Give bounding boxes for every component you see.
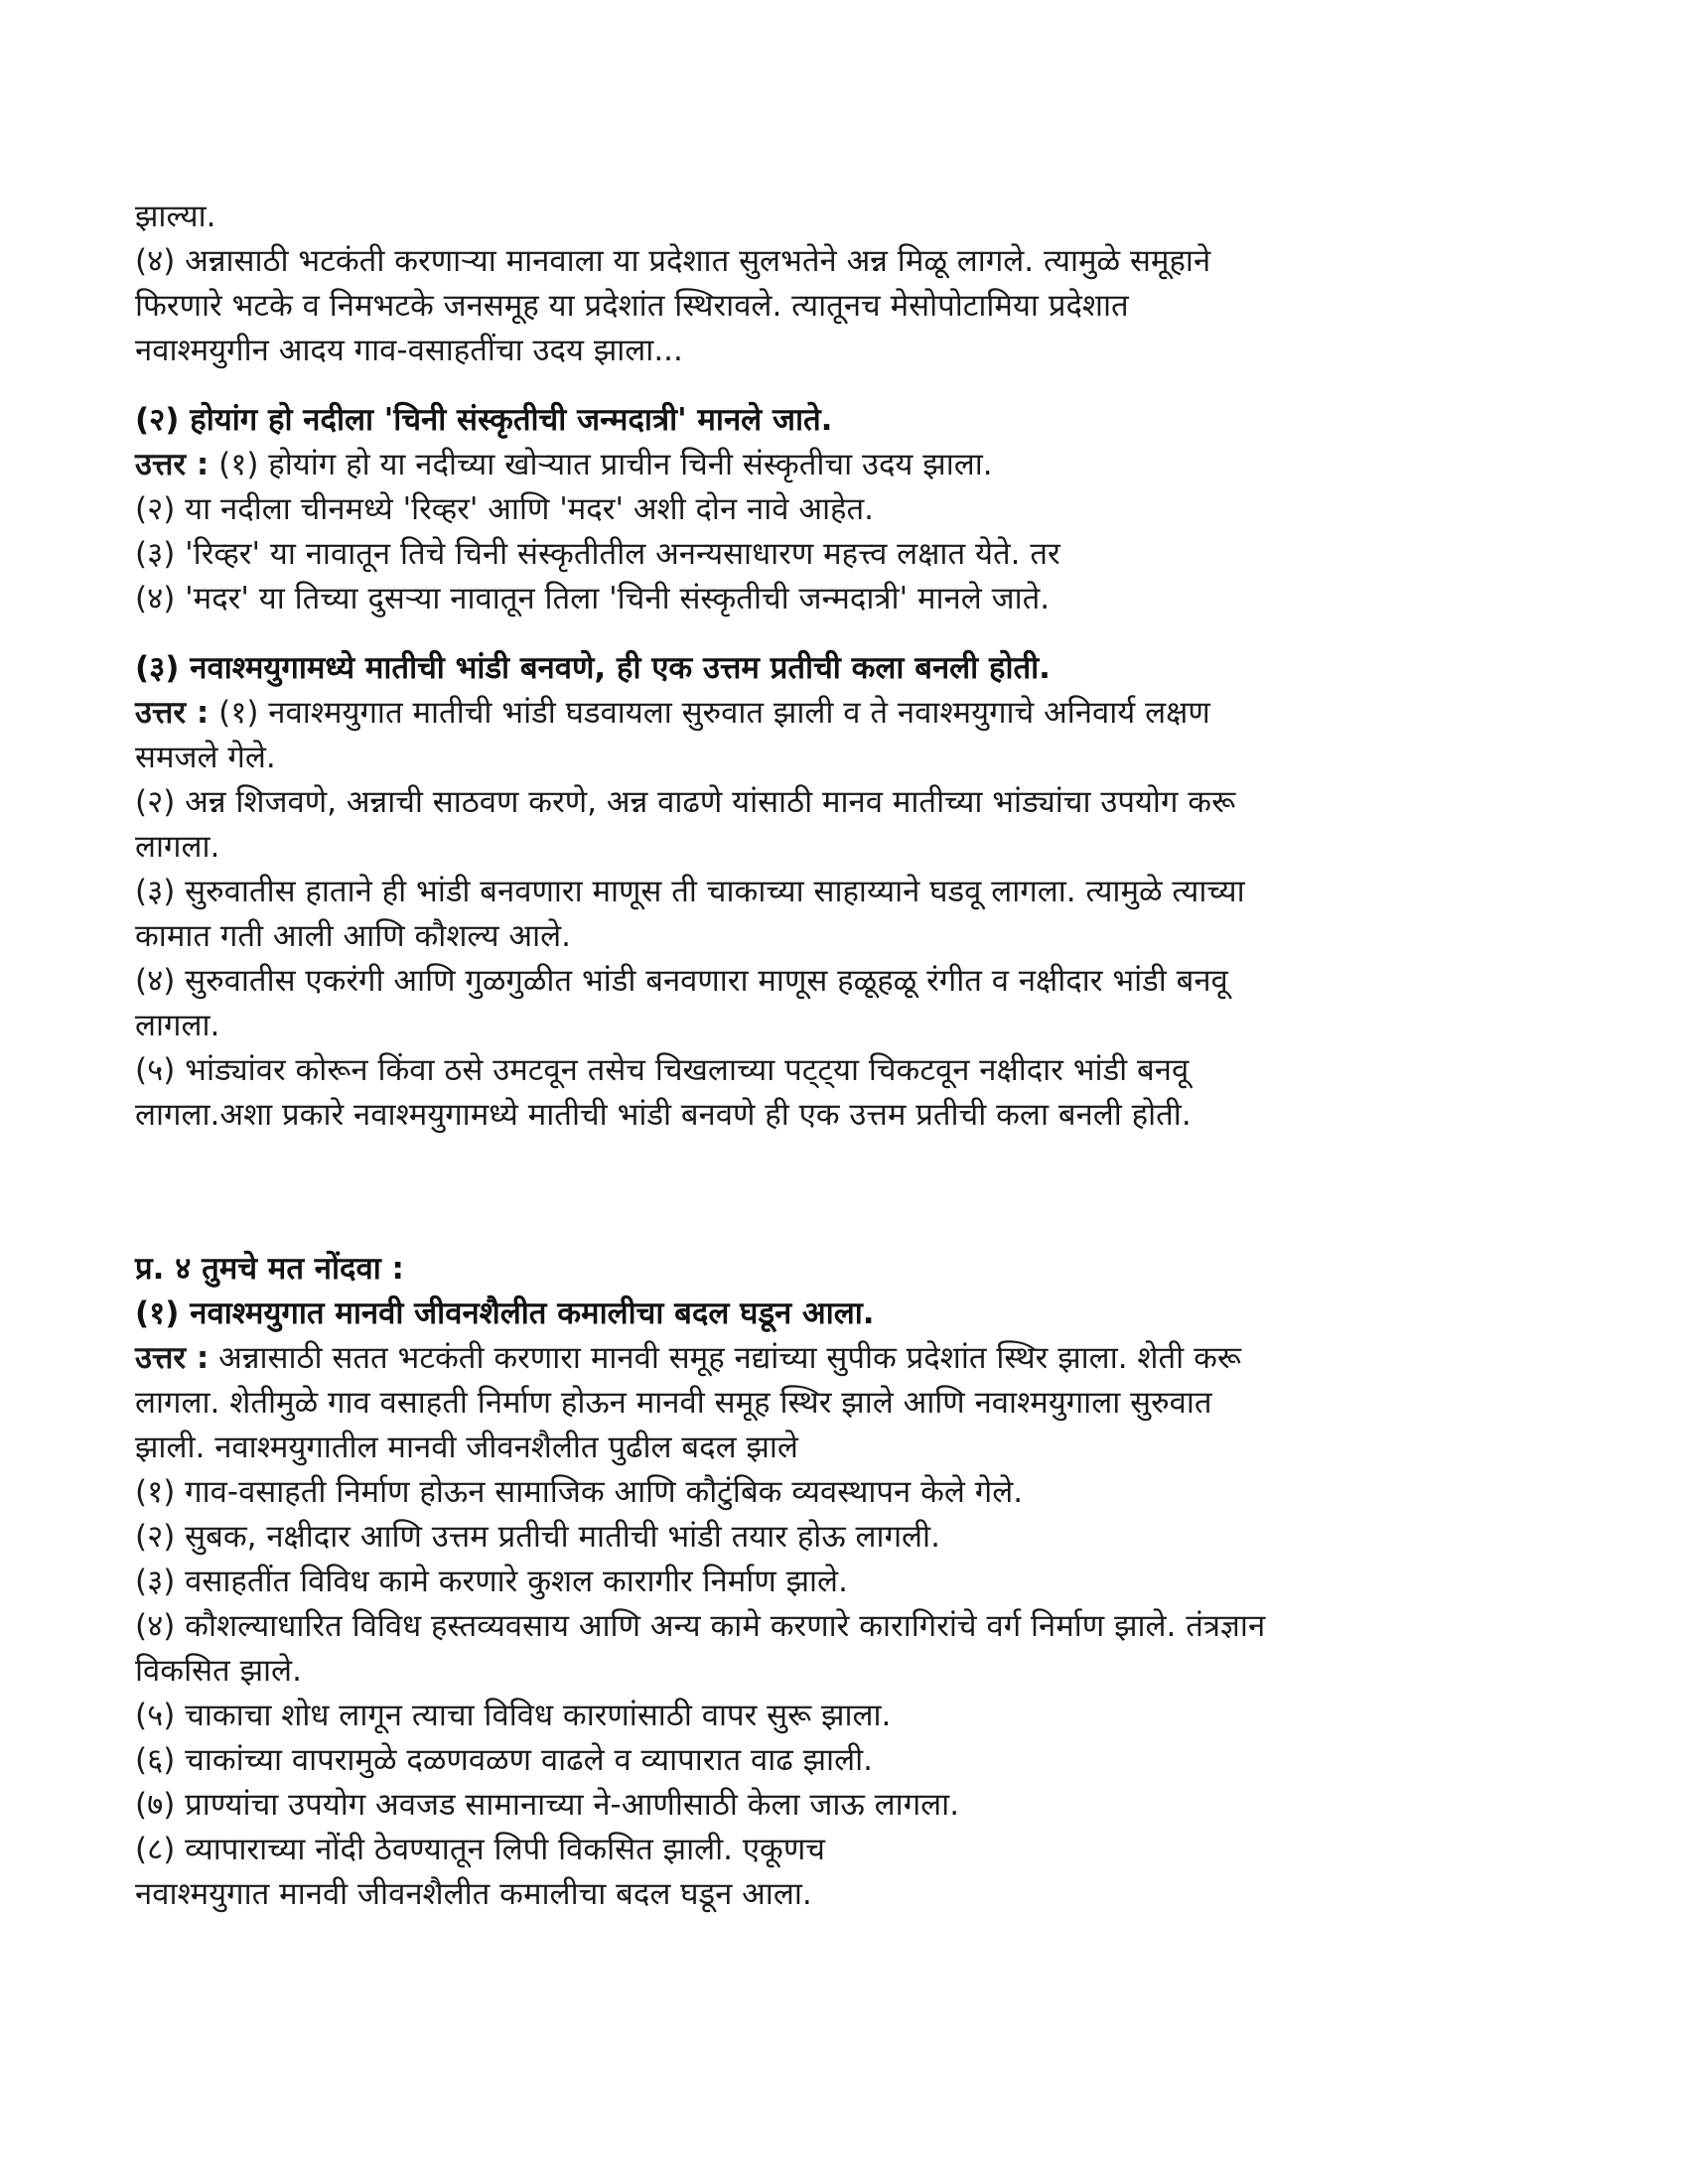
- answer-line: लागला.: [135, 1008, 220, 1043]
- answer-line: (२) या नदीला चीनमध्ये 'रिव्हर' आणि 'मदर' अशी दोन नावे आहेत.: [135, 491, 875, 527]
- intro-line: फिरणारे भटके व निमभटके जनसमूह या प्रदेशांत स्थिरावले. त्यातूनच मेसोपोटामिया प्रदेशात: [135, 288, 1129, 324]
- question-3-answer-first-line: [135, 691, 1525, 736]
- answer-text: (१) होयांग हो या नदीच्या खोऱ्यात प्राचीन चिनी संस्कृतीचा उदय झाला.: [209, 447, 993, 482]
- question-2-block: [135, 398, 1525, 621]
- answer-line: (१) गाव-वसाहती निर्माण होऊन सामाजिक आणि कौटुंबिक व्यवस्थापन केले गेले.: [135, 1474, 1024, 1510]
- question-4-heading: (१) नवाश्मयुगात मानवी जीवनशैलीत कमालीचा बदल घडून आला.: [135, 1296, 875, 1331]
- question-3-heading: (३) नवाश्मयुगामध्ये मातीची भांडी बनवणे, ही एक उत्तम प्रतीची कला बनली होती.: [135, 650, 1051, 686]
- question-2-heading: (२) होयांग हो नदीला 'चिनी संस्कृतीची जन्मदात्री' मानले जाते.: [135, 402, 833, 438]
- answer-label: उत्तर :: [135, 695, 210, 731]
- answer-line: (६) चाकांच्या वापरामुळे दळणवळण वाढले व व्यापारात वाढ झाली.: [135, 1742, 873, 1778]
- answer-text: (१) नवाश्मयुगात मातीची भांडी घडवायला सुरुवात झाली व ते नवाश्मयुगाचे अनिवार्य लक्षण: [209, 695, 1210, 731]
- answer-label: उत्तर :: [135, 447, 210, 482]
- question-4-block: [135, 1247, 1525, 1917]
- answer-line: (२) सुबक, नक्षीदार आणि उत्तम प्रतीची मातीची भांडी तयार होऊ लागली.: [135, 1519, 940, 1555]
- answer-label: उत्तर :: [135, 1340, 210, 1376]
- answer-line: कामात गती आली आणि कौशल्य आले.: [135, 918, 571, 954]
- question-2-answer-first-line: [135, 443, 1525, 487]
- answer-text: अन्नासाठी सतत भटकंती करणारा मानवी समूह नद्यांच्या सुपीक प्रदेशांत स्थिर झाला. शेती करू: [209, 1340, 1241, 1376]
- answer-line: (३) वसाहतींत विविध कामे करणारे कुशल कारागीर निर्माण झाले.: [135, 1564, 848, 1599]
- answer-line: नवाश्मयुगात मानवी जीवनशैलीत कमालीचा बदल घडून आला.: [135, 1876, 812, 1912]
- answer-line: लागला. शेतीमुळे गाव वसाहती निर्माण होऊन मानवी समूह स्थिर झाले आणि नवाश्मयुगाला सुरुवात: [135, 1385, 1212, 1421]
- spacer: [135, 621, 1525, 646]
- answer-line: (५) चाकाचा शोध लागून त्याचा विविध कारणांसाठी वापर सुरू झाला.: [135, 1698, 892, 1733]
- document-page: [135, 195, 1525, 1917]
- answer-line: (३) सुरुवातीस हाताने ही भांडी बनवणारा माणूस ती चाकाच्या साहाय्याने घडवू लागला. त्यामुळे त्याच्या: [135, 874, 1245, 909]
- spacer: [135, 1138, 1525, 1247]
- answer-line: झाली. नवाश्मयुगातील मानवी जीवनशैलीत पुढील बदल झाले: [135, 1430, 798, 1465]
- intro-block: [135, 195, 1525, 373]
- answer-line: (८) व्यापाराच्या नोंदी ठेवण्यातून लिपी विकसित झाली. एकूणच: [135, 1832, 825, 1867]
- answer-line: लागला.: [135, 829, 220, 865]
- answer-line: (४) 'मदर' या तिच्या दुसऱ्या नावातून तिला 'चिनी संस्कृतीची जन्मदात्री' मानले जाते.: [135, 581, 1051, 616]
- section-heading: प्र. ४ तुमचे मत नोंदवा :: [135, 1251, 404, 1287]
- answer-line: समजले गेले.: [135, 740, 276, 775]
- answer-line: (५) भांड्यांवर कोरून किंवा ठसे उमटवून तसेच चिखलाच्या पट्ट्या चिकटवून नक्षीदार भांडी बनवू: [135, 1052, 1190, 1088]
- question-4-answer-first-line: [135, 1336, 1525, 1381]
- answer-line: (७) प्राण्यांचा उपयोग अवजड सामानाच्या ने-आणीसाठी केला जाऊ लागला.: [135, 1787, 960, 1823]
- answer-line: (३) 'रिव्हर' या नावातून तिचे चिनी संस्कृतीतील अनन्यसाधारण महत्त्व लक्षात येते. तर: [135, 536, 1060, 572]
- answer-line: विकसित झाले.: [135, 1653, 302, 1689]
- intro-line: (४) अन्नासाठी भटकंती करणाऱ्या मानवाला या प्रदेशात सुलभतेने अन्न मिळू लागले. त्यामुळे समूहाने: [135, 243, 1211, 279]
- question-3-block: [135, 646, 1525, 1138]
- answer-line: लागला.अशा प्रकारे नवाश्मयुगामध्ये मातीची भांडी बनवणे ही एक उत्तम प्रतीची कला बनली होती.: [135, 1097, 1192, 1133]
- answer-line: (४) कौशल्याधारित विविध हस्तव्यवसाय आणि अन्य कामे करणारे कारागिरांचे वर्ग निर्माण झाले. तंत्रज्ञान: [135, 1608, 1266, 1644]
- intro-line: नवाश्मयुगीन आदय गाव-वसाहतींचा उदय झाला...: [135, 333, 683, 368]
- spacer: [135, 373, 1525, 398]
- answer-line: (२) अन्न शिजवणे, अन्नाची साठवण करणे, अन्न वाढणे यांसाठी मानव मातीच्या भांड्यांचा उपयोग करू: [135, 784, 1236, 820]
- intro-line: झाल्या.: [135, 199, 216, 234]
- answer-line: (४) सुरुवातीस एकरंगी आणि गुळगुळीत भांडी बनवणारा माणूस हळूहळू रंगीत व नक्षीदार भांडी बनवू: [135, 963, 1228, 999]
